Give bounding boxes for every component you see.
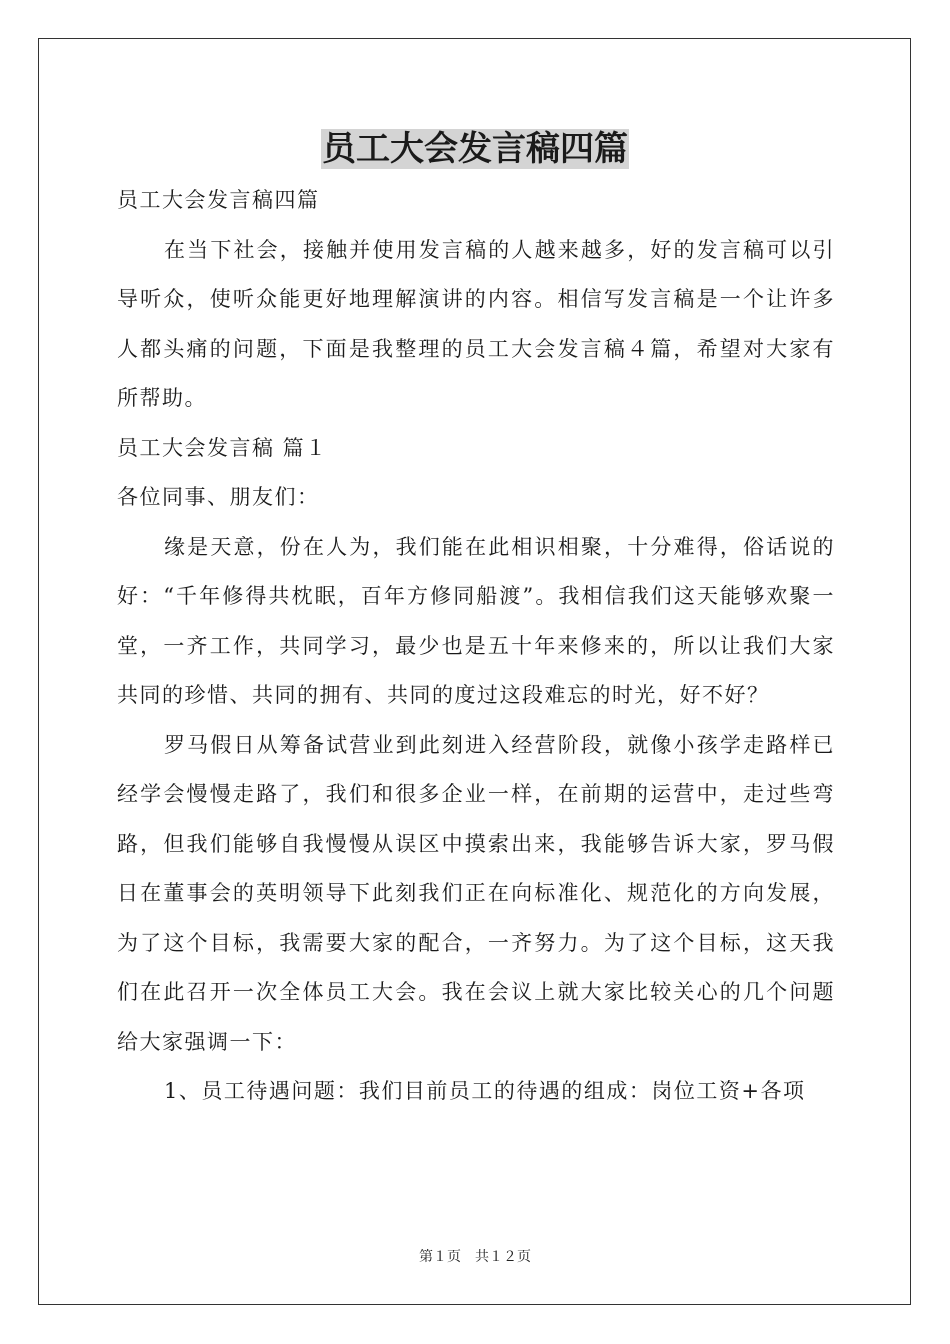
- document-title-text: 员工大会发言稿四篇: [322, 129, 628, 169]
- paragraph: 缘是天意，份在人为，我们能在此相识相聚，十分难得，俗话说的好：“千年修得共枕眠，百年方修同船渡”。我相信我们这天能够欢聚一堂，一齐工作，共同学习，最少也是五十年来修来的，所以让我们大家共同的珍惜、共同的拥有、共同的度过这段难忘的时光，好不好？: [117, 534, 835, 707]
- paragraph: 在当下社会，接触并使用发言稿的人越来越多，好的发言稿可以引导听众，使听众能更好地理解演讲的内容。相信写发言稿是一个让许多人都头痛的问题，下面是我整理的员工大会发言稿４篇，希望对大家有所帮助。: [117, 237, 835, 410]
- section-heading: 员工大会发言稿 篇１: [117, 435, 328, 460]
- page-number: 第１页: [419, 1249, 461, 1265]
- paragraph: 罗马假日从筹备试营业到此刻进入经营阶段，就像小孩学走路样已经学会慢慢走路了，我们和很多企业一样，在前期的运营中，走过些弯路，但我们能够自我慢慢从误区中摸索出来，我能够告诉大家，罗马假日在董事会的英明领导下此刻我们正在向标准化、规范化的方向发展，为了这个目标，我需要大家的配合，一齐努力。为了这个目标，这天我们在此召开一次全体员工大会。我在会议上就大家比较关心的几个问题给大家强调一下：: [117, 732, 835, 1054]
- page-footer: [0, 1248, 950, 1266]
- page-total: 共１２页: [475, 1249, 531, 1265]
- salutation: 各位同事、朋友们：: [117, 485, 320, 509]
- paragraph: 1、员工待遇问题：我们目前员工的待遇的组成：岗位工资+各项: [164, 1079, 806, 1103]
- document-body: [117, 176, 835, 1117]
- document-title: [0, 127, 950, 171]
- paragraph: 员工大会发言稿四篇: [117, 188, 320, 212]
